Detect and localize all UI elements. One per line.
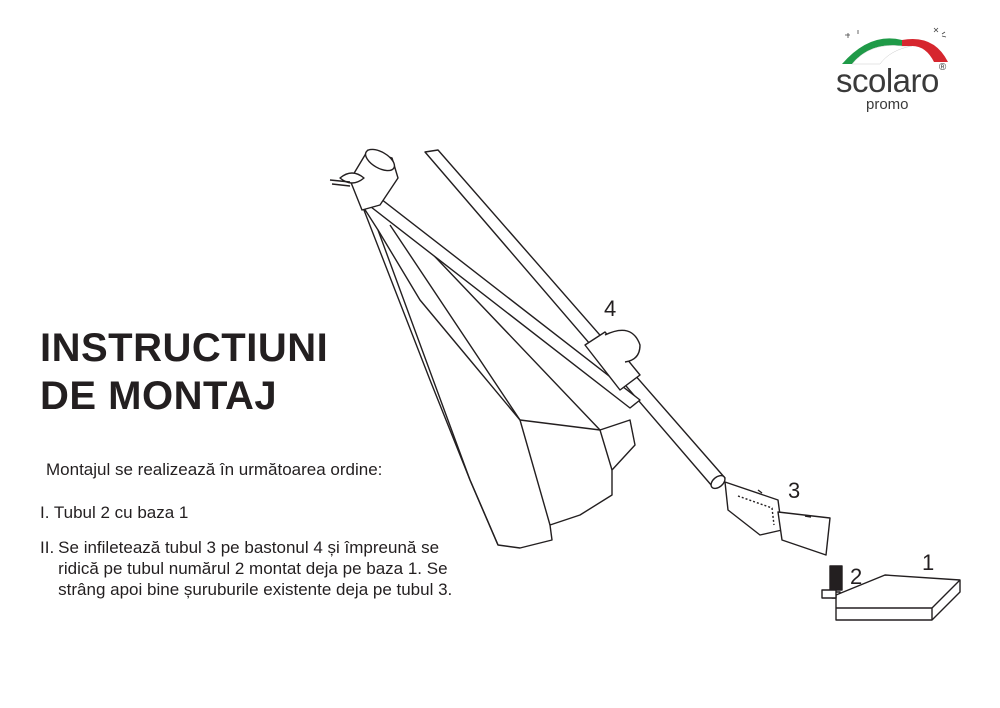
label-part-2: 2: [850, 564, 863, 589]
label-part-1: 1: [922, 550, 935, 575]
step-1-text: Tubul 2 cu baza 1: [53, 503, 189, 522]
step-1-number: I.: [40, 503, 50, 522]
label-part-4: 4: [604, 296, 617, 321]
logo-brand-text: scolaro®: [836, 62, 946, 99]
logo-sub-text: promo: [866, 96, 909, 113]
tube-3: [725, 482, 782, 535]
step-2-number: II.: [40, 538, 55, 557]
step-2-text: Se infiletează tubul 3 pe bastonul 4 și împreună se ridică pe tubul numărul 2 montat deja pe baza 1. Se strâng apoi bine șuruburile existente deja pe tubul 3.: [58, 538, 453, 599]
title-line-1: INSTRUCTIUNI: [40, 326, 329, 370]
tube-3-end: [778, 512, 830, 555]
intro-text: Montajul se realizează în următoarea ordine:: [46, 460, 383, 479]
title-line-2: DE MONTAJ: [40, 374, 278, 418]
tube-2: [830, 566, 842, 590]
label-part-3: 3: [788, 478, 801, 503]
